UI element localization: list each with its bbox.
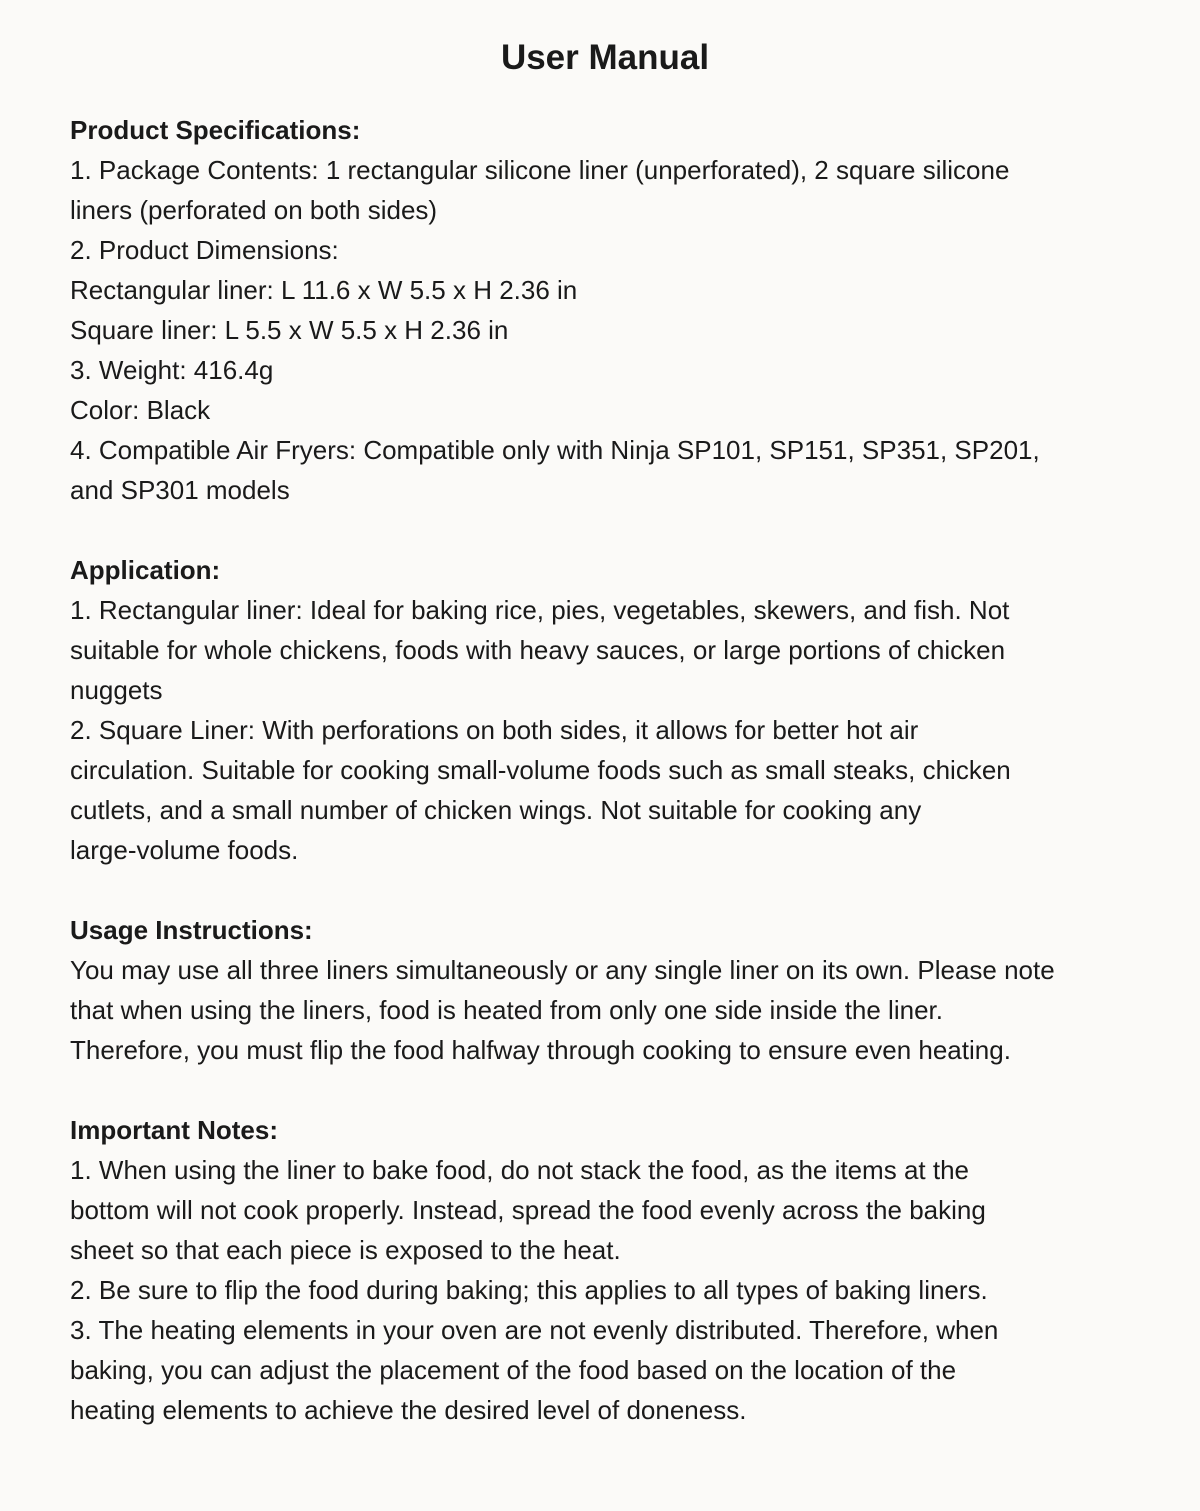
text-line: 3. The heating elements in your oven are not evenly distributed. Therefore, when	[70, 1315, 999, 1345]
text-line: 2. Product Dimensions:	[70, 235, 339, 265]
text-line: sheet so that each piece is exposed to the heat.	[70, 1235, 621, 1265]
section-product-specifications	[70, 110, 1140, 510]
text-line: that when using the liners, food is heated from only one side inside the liner.	[70, 995, 943, 1025]
text-line: 1. Rectangular liner: Ideal for baking rice, pies, vegetables, skewers, and fish. Not	[70, 595, 1010, 625]
section-heading: Important Notes:	[70, 1115, 278, 1145]
text-line: Square liner: L 5.5 x W 5.5 x H 2.36 in	[70, 315, 509, 345]
text-line: 2. Be sure to flip the food during baking; this applies to all types of baking liners.	[70, 1275, 988, 1305]
text-line: 2. Square Liner: With perforations on both sides, it allows for better hot air	[70, 715, 919, 745]
text-line: large-volume foods.	[70, 835, 299, 865]
text-line: suitable for whole chickens, foods with heavy sauces, or large portions of chicken	[70, 635, 1006, 665]
section-application	[70, 550, 1140, 870]
text-line: circulation. Suitable for cooking small-volume foods such as small steaks, chicken	[70, 755, 1011, 785]
text-line: 3. Weight: 416.4g	[70, 355, 274, 385]
text-line: You may use all three liners simultaneously or any single liner on its own. Please note	[70, 955, 1055, 985]
section-important-notes	[70, 1110, 1140, 1430]
text-line: Color: Black	[70, 395, 211, 425]
text-line: and SP301 models	[70, 475, 290, 505]
section-heading: Usage Instructions:	[70, 915, 313, 945]
text-line: 1. Package Contents: 1 rectangular silicone liner (unperforated), 2 square silicone	[70, 155, 1010, 185]
text-line: bottom will not cook properly. Instead, spread the food evenly across the baking	[70, 1195, 986, 1225]
text-line: heating elements to achieve the desired level of doneness.	[70, 1395, 747, 1425]
section-heading: Application:	[70, 555, 221, 585]
text-line: liners (perforated on both sides)	[70, 195, 438, 225]
section-heading: Product Specifications:	[70, 115, 361, 145]
text-line: cutlets, and a small number of chicken wings. Not suitable for cooking any	[70, 795, 922, 825]
text-line: baking, you can adjust the placement of the food based on the location of the	[70, 1355, 957, 1385]
text-line: Rectangular liner: L 11.6 x W 5.5 x H 2.36 in	[70, 275, 578, 305]
text-line: nuggets	[70, 675, 163, 705]
text-line: 4. Compatible Air Fryers: Compatible only with Ninja SP101, SP151, SP351, SP201,	[70, 435, 1040, 465]
text-line: 1. When using the liner to bake food, do not stack the food, as the items at the	[70, 1155, 969, 1185]
page-title: User Manual	[500, 38, 710, 77]
section-usage-instructions	[70, 910, 1140, 1070]
text-line: Therefore, you must flip the food halfway through cooking to ensure even heating.	[70, 1035, 1011, 1065]
